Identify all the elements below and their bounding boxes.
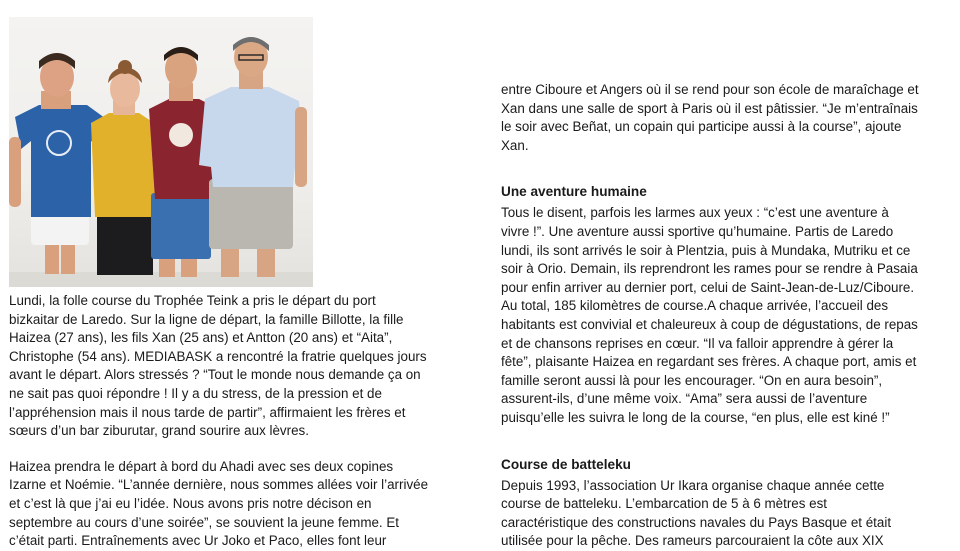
text-line: Tous le disent, parfois les larmes aux yeux : “c’est une aventure à (501, 205, 889, 221)
left-column (9, 292, 449, 551)
family-photo-illustration (9, 17, 313, 287)
text-line: l’appréhension mais il nous tarde de partir”, affirmaient les frères et (9, 404, 406, 420)
text-line: Au total, 185 kilomètres de course.A chaque arrivée, l’accueil des (501, 298, 889, 314)
section-gap (501, 155, 941, 182)
text-line: assurent-ils, d’une même voix. “Ama” sera aussi de l’aventure (501, 391, 868, 407)
text-line: Xan. (501, 137, 529, 153)
text-line: bizkaitar de Laredo. Sur la ligne de départ, la famille Billotte, la fille (9, 311, 404, 327)
text-line: ne sait pas quoi répondre ! Il y a du stress, de la pression et de (9, 385, 382, 401)
text-line: lundi, ils sont arrivés le soir à Plentzia, puis à Mundaka, Mutriku et ce (501, 242, 911, 258)
section-heading: Une aventure humaine (501, 184, 647, 200)
text-line: c’était parti. Entraînements avec Ur Joko et Paco, elles font leur (9, 533, 387, 549)
text-line: utilisée pour la pêche. Des rameurs parcouraient la côte aux XIX (501, 533, 884, 549)
text-line: septembre au cours d’une soirée”, se souvient la jeune femme. Et (9, 514, 400, 530)
text-line: fête”, plaisante Haizea en regardant ses frères. A chaque port, amis et (501, 354, 917, 370)
text-line: et c’est là que j’ai eu l’idée. Nous avons pris notre décison en (9, 495, 372, 511)
right-column (501, 81, 941, 551)
text-line: et de chansons reprises en cœur. “Il va falloir apprendre à gérer la (501, 335, 894, 351)
section-heading: Course de batteleku (501, 456, 631, 472)
text-line: Haizea prendra le départ à bord du Ahadi avec ses deux copines (9, 458, 394, 474)
text-line: avant le départ. Alors stressés ? “Tout le monde nous demande ça on (9, 367, 421, 383)
text-line: course de batteleku. L’embarcation de 5 à 6 mètres est (501, 496, 828, 512)
text-line: famille seront aussi là pour les encourager. “On en aura besoin”, (501, 372, 883, 388)
text-line: le soir avec Beñat, un copain qui participe aussi à la course”, ajoute (501, 119, 902, 135)
text-line: soir à Orio. Demain, ils reprendront les rames pour se rendre à Pasaia (501, 261, 918, 277)
text-line: habitants est convivial et chaleureux à coup de dégustations, de repas (501, 316, 918, 332)
text-line: Haizea (27 ans), les fils Xan (25 ans) et Antton (20 ans) et “Aita”, (9, 330, 393, 346)
text-line: Lundi, la folle course du Trophée Teink a pris le départ du port (9, 293, 376, 308)
text-line: Izarne et Noémie. “L’année dernière, nous sommes allées voir l’arrivée (9, 477, 429, 493)
text-line: Christophe (54 ans). MEDIABASK a rencontré la fratrie quelques jours (9, 348, 427, 364)
text-line: puisqu’elle les suivra le long de la course, “en plus, elle est kiné !” (501, 409, 890, 425)
section-gap (501, 428, 941, 455)
text-line: vivre !”. Une aventure aussi sportive qu’humaine. Partis de Laredo (501, 223, 894, 239)
text-line: sœurs d’un bar ziburutar, grand sourire aux lèvres. (9, 423, 309, 439)
text-line: entre Ciboure et Angers où il se rend pour son école de maraîchage et (501, 82, 919, 97)
text-line: Depuis 1993, l’association Ur Ikara organise chaque année cette (501, 477, 885, 493)
person-2 (91, 60, 157, 275)
text-line: caractéristique des constructions navales du Pays Basque et était (501, 514, 892, 530)
text-line: pour enfin arriver au dernier port, celui de Saint-Jean-de-Luz/Ciboure. (501, 279, 915, 295)
person-4 (199, 37, 307, 277)
paragraph-gap (9, 441, 449, 458)
article-photo (9, 17, 313, 287)
text-line: Xan dans une salle de sport à Paris où il est pâtissier. “Je m’entraînais (501, 100, 918, 116)
